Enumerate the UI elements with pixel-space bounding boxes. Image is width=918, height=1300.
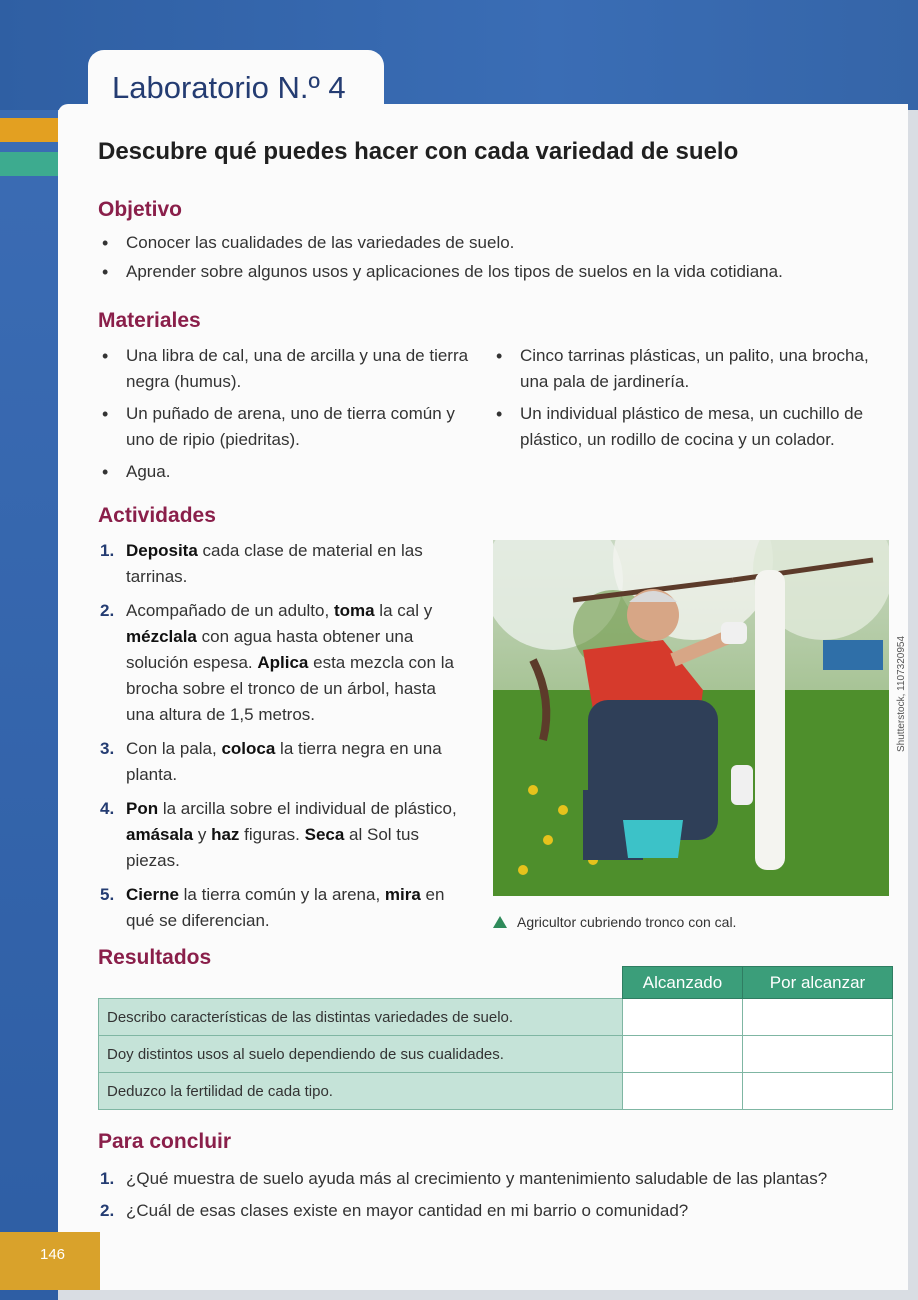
list-item: • Aprender sobre algunos usos y aplicaciones de los tipos de suelos en la vida cotidiana.: [100, 259, 880, 285]
check-cell-alcanzado[interactable]: [623, 999, 743, 1036]
check-cell-por-alcanzar[interactable]: [743, 1036, 893, 1073]
activity-item: 1. Deposita cada clase de material en las tarrinas.: [100, 541, 423, 586]
table-row: [99, 1036, 893, 1073]
row-label: Deduzco la fertilidad de cada tipo.: [99, 1073, 623, 1110]
activity-item: 3. Con la pala, coloca la tierra negra en una planta.: [100, 739, 442, 784]
farmer-photo: [493, 540, 889, 896]
main-title: Descubre qué puedes hacer con cada variedad de suelo: [98, 138, 739, 165]
photo-caption: Agricultor cubriendo tronco con cal.: [493, 914, 736, 930]
actividades-heading: Actividades: [98, 504, 216, 527]
row-label: Doy distintos usos al suelo dependiendo de sus cualidades.: [99, 1036, 623, 1073]
actividades-list: [100, 538, 466, 934]
materiales-left-list: [100, 343, 470, 485]
list-item: • Una libra de cal, una de arcilla y una de tierra negra (humus).: [100, 343, 470, 395]
page-number: 146: [40, 1246, 66, 1263]
materiales-right-list: [494, 343, 890, 453]
check-cell-por-alcanzar[interactable]: [743, 999, 893, 1036]
activity-item: 5. Cierne la tierra común y la arena, mira en qué se diferencian.: [100, 885, 445, 930]
objetivo-list: [100, 230, 880, 285]
concluir-list: [100, 1166, 900, 1224]
list-item: • Cinco tarrinas plásticas, un palito, una brocha, una pala de jardinería.: [494, 343, 890, 395]
activity-item: 4. Pon la arcilla sobre el individual de plástico, amásala y haz figuras. Seca al Sol tus piezas.: [100, 799, 457, 870]
photo-credit: Shutterstock, 1107320954: [896, 635, 907, 752]
list-item: 1. ¿Qué muestra de suelo ayuda más al crecimiento y mantenimiento saludable de las plantas?: [100, 1169, 828, 1188]
list-item: • Agua.: [100, 459, 470, 485]
check-cell-alcanzado[interactable]: [623, 1036, 743, 1073]
col-header: Alcanzado: [623, 967, 743, 999]
objetivo-heading: Objetivo: [98, 198, 183, 221]
resultados-table: [98, 966, 893, 1110]
table-row: [99, 1073, 893, 1110]
col-header: Por alcanzar: [743, 967, 893, 999]
materiales-heading: Materiales: [98, 309, 201, 332]
farmer-image: [493, 540, 889, 896]
list-item: • Un puñado de arena, uno de tierra común y uno de ripio (piedritas).: [100, 401, 470, 453]
lab-title: Laboratorio N.º 4: [112, 70, 346, 105]
table-row: [99, 999, 893, 1036]
activity-item: 2. Acompañado de un adulto, toma la cal y mézclala con agua hasta obtener una solución espesa. Aplica esta mezcla con la brocha sobre el tronco de un árbol, hasta una altura de 1,5 metros.: [100, 601, 454, 724]
left-blue-band: [0, 110, 58, 1300]
list-item: • Un individual plástico de mesa, un cuchillo de plástico, un rodillo de cocina y un colador.: [494, 401, 890, 453]
list-item: 2. ¿Cuál de esas clases existe en mayor cantidad en mi barrio o comunidad?: [100, 1201, 689, 1220]
check-cell-alcanzado[interactable]: [623, 1073, 743, 1110]
list-item: • Conocer las cualidades de las variedades de suelo.: [100, 230, 880, 256]
resultados-heading: Resultados: [98, 946, 212, 969]
concluir-heading: Para concluir: [98, 1130, 232, 1153]
check-cell-por-alcanzar[interactable]: [743, 1073, 893, 1110]
row-label: Describo características de las distintas variedades de suelo.: [99, 999, 623, 1036]
triangle-icon: [493, 916, 507, 928]
